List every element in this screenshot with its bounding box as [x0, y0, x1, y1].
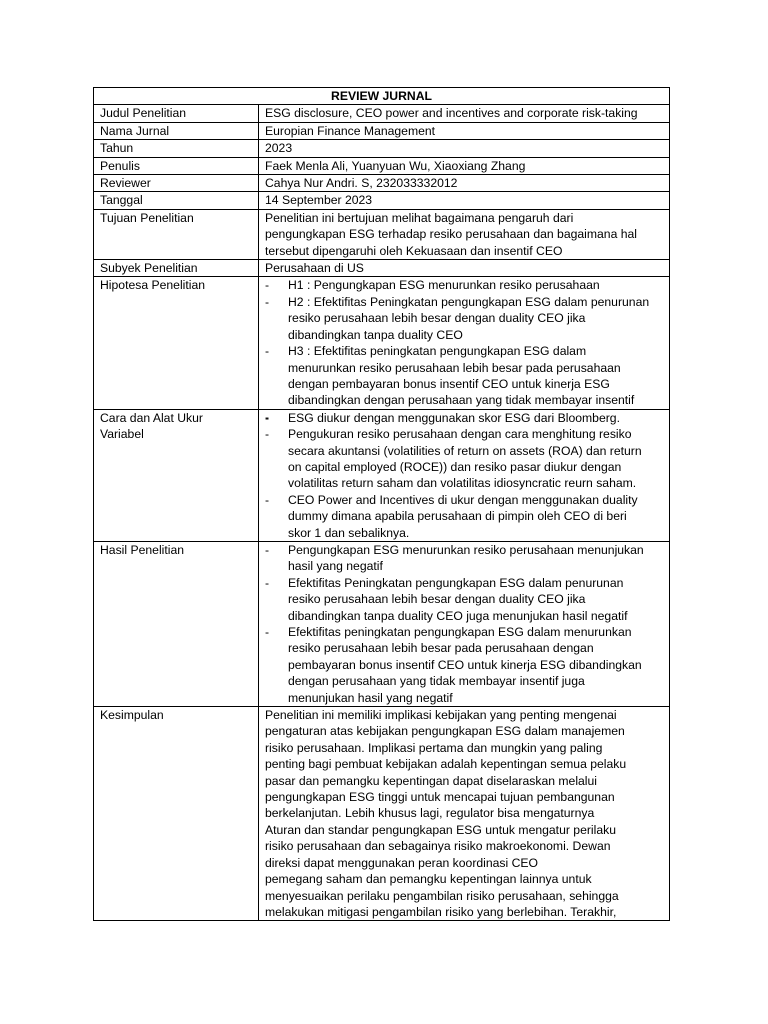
- results-list: [265, 542, 663, 706]
- row-value: [259, 277, 670, 409]
- list-item: - H1 : Pengungkapan ESG menurunkan resiko perusahaan: [265, 277, 663, 293]
- row-label: Subyek Penelitian: [94, 260, 259, 277]
- hypothesis-list: [265, 277, 663, 408]
- row-label: Judul Penelitian: [94, 105, 259, 122]
- table-row-judul: [94, 105, 670, 122]
- row-label: Reviewer: [94, 175, 259, 192]
- list-item: - H2 : Efektifitas Peningkatan pengungkapan ESG dalam penurunan resiko perusahaan lebih besar dengan duality CEO jika dibandingkan tanpa duality CEO: [265, 294, 663, 343]
- row-value: Cahya Nur Andri. S, 232033332012: [259, 175, 670, 192]
- row-value: [259, 541, 670, 706]
- row-value: [259, 409, 670, 541]
- row-value: Faek Menla Ali, Yuanyuan Wu, Xiaoxiang Zhang: [259, 157, 670, 174]
- list-item: - H3 : Efektifitas peningkatan pengungkapan ESG dalam menurunkan resiko perusahaan lebih besar pada perusahaan dengan pembayaran bonus insentif CEO untuk kinerja ESG dibandingkan dengan perusahaan yang tidak membayar insentif: [265, 343, 663, 409]
- table-row-hipotesa: [94, 277, 670, 409]
- row-value: Penelitian ini memiliki implikasi kebijakan yang penting mengenai pengaturan atas kebijakan pengungkapan ESG dalam manajemen risiko perusahaan. Implikasi pertama dan mungkin yang paling penting bagi pembuat kebijakan adalah kepentingan semua pelaku pasar dan pemangku kepentingan dapat diselaraskan melalui pengungkapan ESG tinggi untuk mencapai tujuan pembangunan berkelanjutan. Lebih khusus lagi, regulator bisa mengaturnya Aturan dan standar pengungkapan ESG untuk mengatur perilaku risiko perusahaan dan sebagainya risiko makroekonomi. Dewan direksi dapat menggunakan peran koordinasi CEO pemegang saham dan pemangku kepentingan lainnya untuk menyesuaikan perilaku pengambilan risiko perusahaan, sehingga melakukan mitigasi pengambilan risiko yang berlebihan. Terakhir,: [259, 707, 670, 921]
- review-document: [93, 87, 669, 921]
- table-row-subyek: [94, 260, 670, 277]
- row-label: Kesimpulan: [94, 707, 259, 921]
- row-label: Tujuan Penelitian: [94, 209, 259, 259]
- row-value: Europian Finance Management: [259, 122, 670, 139]
- row-label: Tanggal: [94, 192, 259, 209]
- measurement-list: [265, 410, 663, 541]
- row-label: Nama Jurnal: [94, 122, 259, 139]
- title-row: [94, 88, 670, 105]
- list-item: - Efektifitas Peningkatan pengungkapan ESG dalam penurunan resiko perusahaan lebih besar dengan duality CEO jika dibandingkan tanpa duality CEO juga menunjukan hasil negatif: [265, 575, 663, 624]
- row-label: Cara dan Alat Ukur Variabel: [94, 409, 259, 541]
- row-label: Tahun: [94, 140, 259, 157]
- table-row-kesimpulan: [94, 707, 670, 921]
- row-value: ESG disclosure, CEO power and incentives and corporate risk-taking: [259, 105, 670, 122]
- list-item: - Pengungkapan ESG menurunkan resiko perusahaan menunjukan hasil yang negatif: [265, 542, 663, 575]
- row-label: Hasil Penelitian: [94, 541, 259, 706]
- row-value: 2023: [259, 140, 670, 157]
- table-row-penulis: [94, 157, 670, 174]
- table-row-reviewer: [94, 175, 670, 192]
- table-row-cara: [94, 409, 670, 541]
- table-row-tahun: [94, 140, 670, 157]
- table-row-hasil: [94, 541, 670, 706]
- table-row-tujuan: [94, 209, 670, 259]
- review-table: [93, 87, 670, 921]
- row-value: Perusahaan di US: [259, 260, 670, 277]
- list-item: - Pengukuran resiko perusahaan dengan cara menghitung resiko secara akuntansi (volatilities of return on assets (ROA) dan return on capital employed (ROCE)) dan resiko pasar diukur dengan volatilitas return saham dan volatilitas idiosyncratic reurn saham.: [265, 426, 663, 492]
- row-label: Hipotesa Penelitian: [94, 277, 259, 409]
- list-item: - Efektifitas peningkatan pengungkapan ESG dalam menurunkan resiko perusahaan lebih besar pada perusahaan dengan pembayaran bonus insentif CEO untuk kinerja ESG dibandingkan dengan perusahaan yang tidak membayar insentif juga menunjukan hasil yang negatif: [265, 624, 663, 706]
- list-item: - ESG diukur dengan menggunakan skor ESG dari Bloomberg.: [265, 410, 663, 426]
- list-item: - CEO Power and Incentives di ukur dengan menggunakan duality dummy dimana apabila perusahaan di pimpin oleh CEO di beri skor 1 dan sebaliknya.: [265, 492, 663, 541]
- row-value: Penelitian ini bertujuan melihat bagaimana pengaruh dari pengungkapan ESG terhadap resiko perusahaan dan bagaimana hal tersebut dipengaruhi oleh Kekuasaan dan insentif CEO: [259, 209, 670, 259]
- table-row-jurnal: [94, 122, 670, 139]
- row-label: Penulis: [94, 157, 259, 174]
- table-row-tanggal: [94, 192, 670, 209]
- row-value: 14 September 2023: [259, 192, 670, 209]
- table-title: REVIEW JURNAL: [94, 88, 670, 105]
